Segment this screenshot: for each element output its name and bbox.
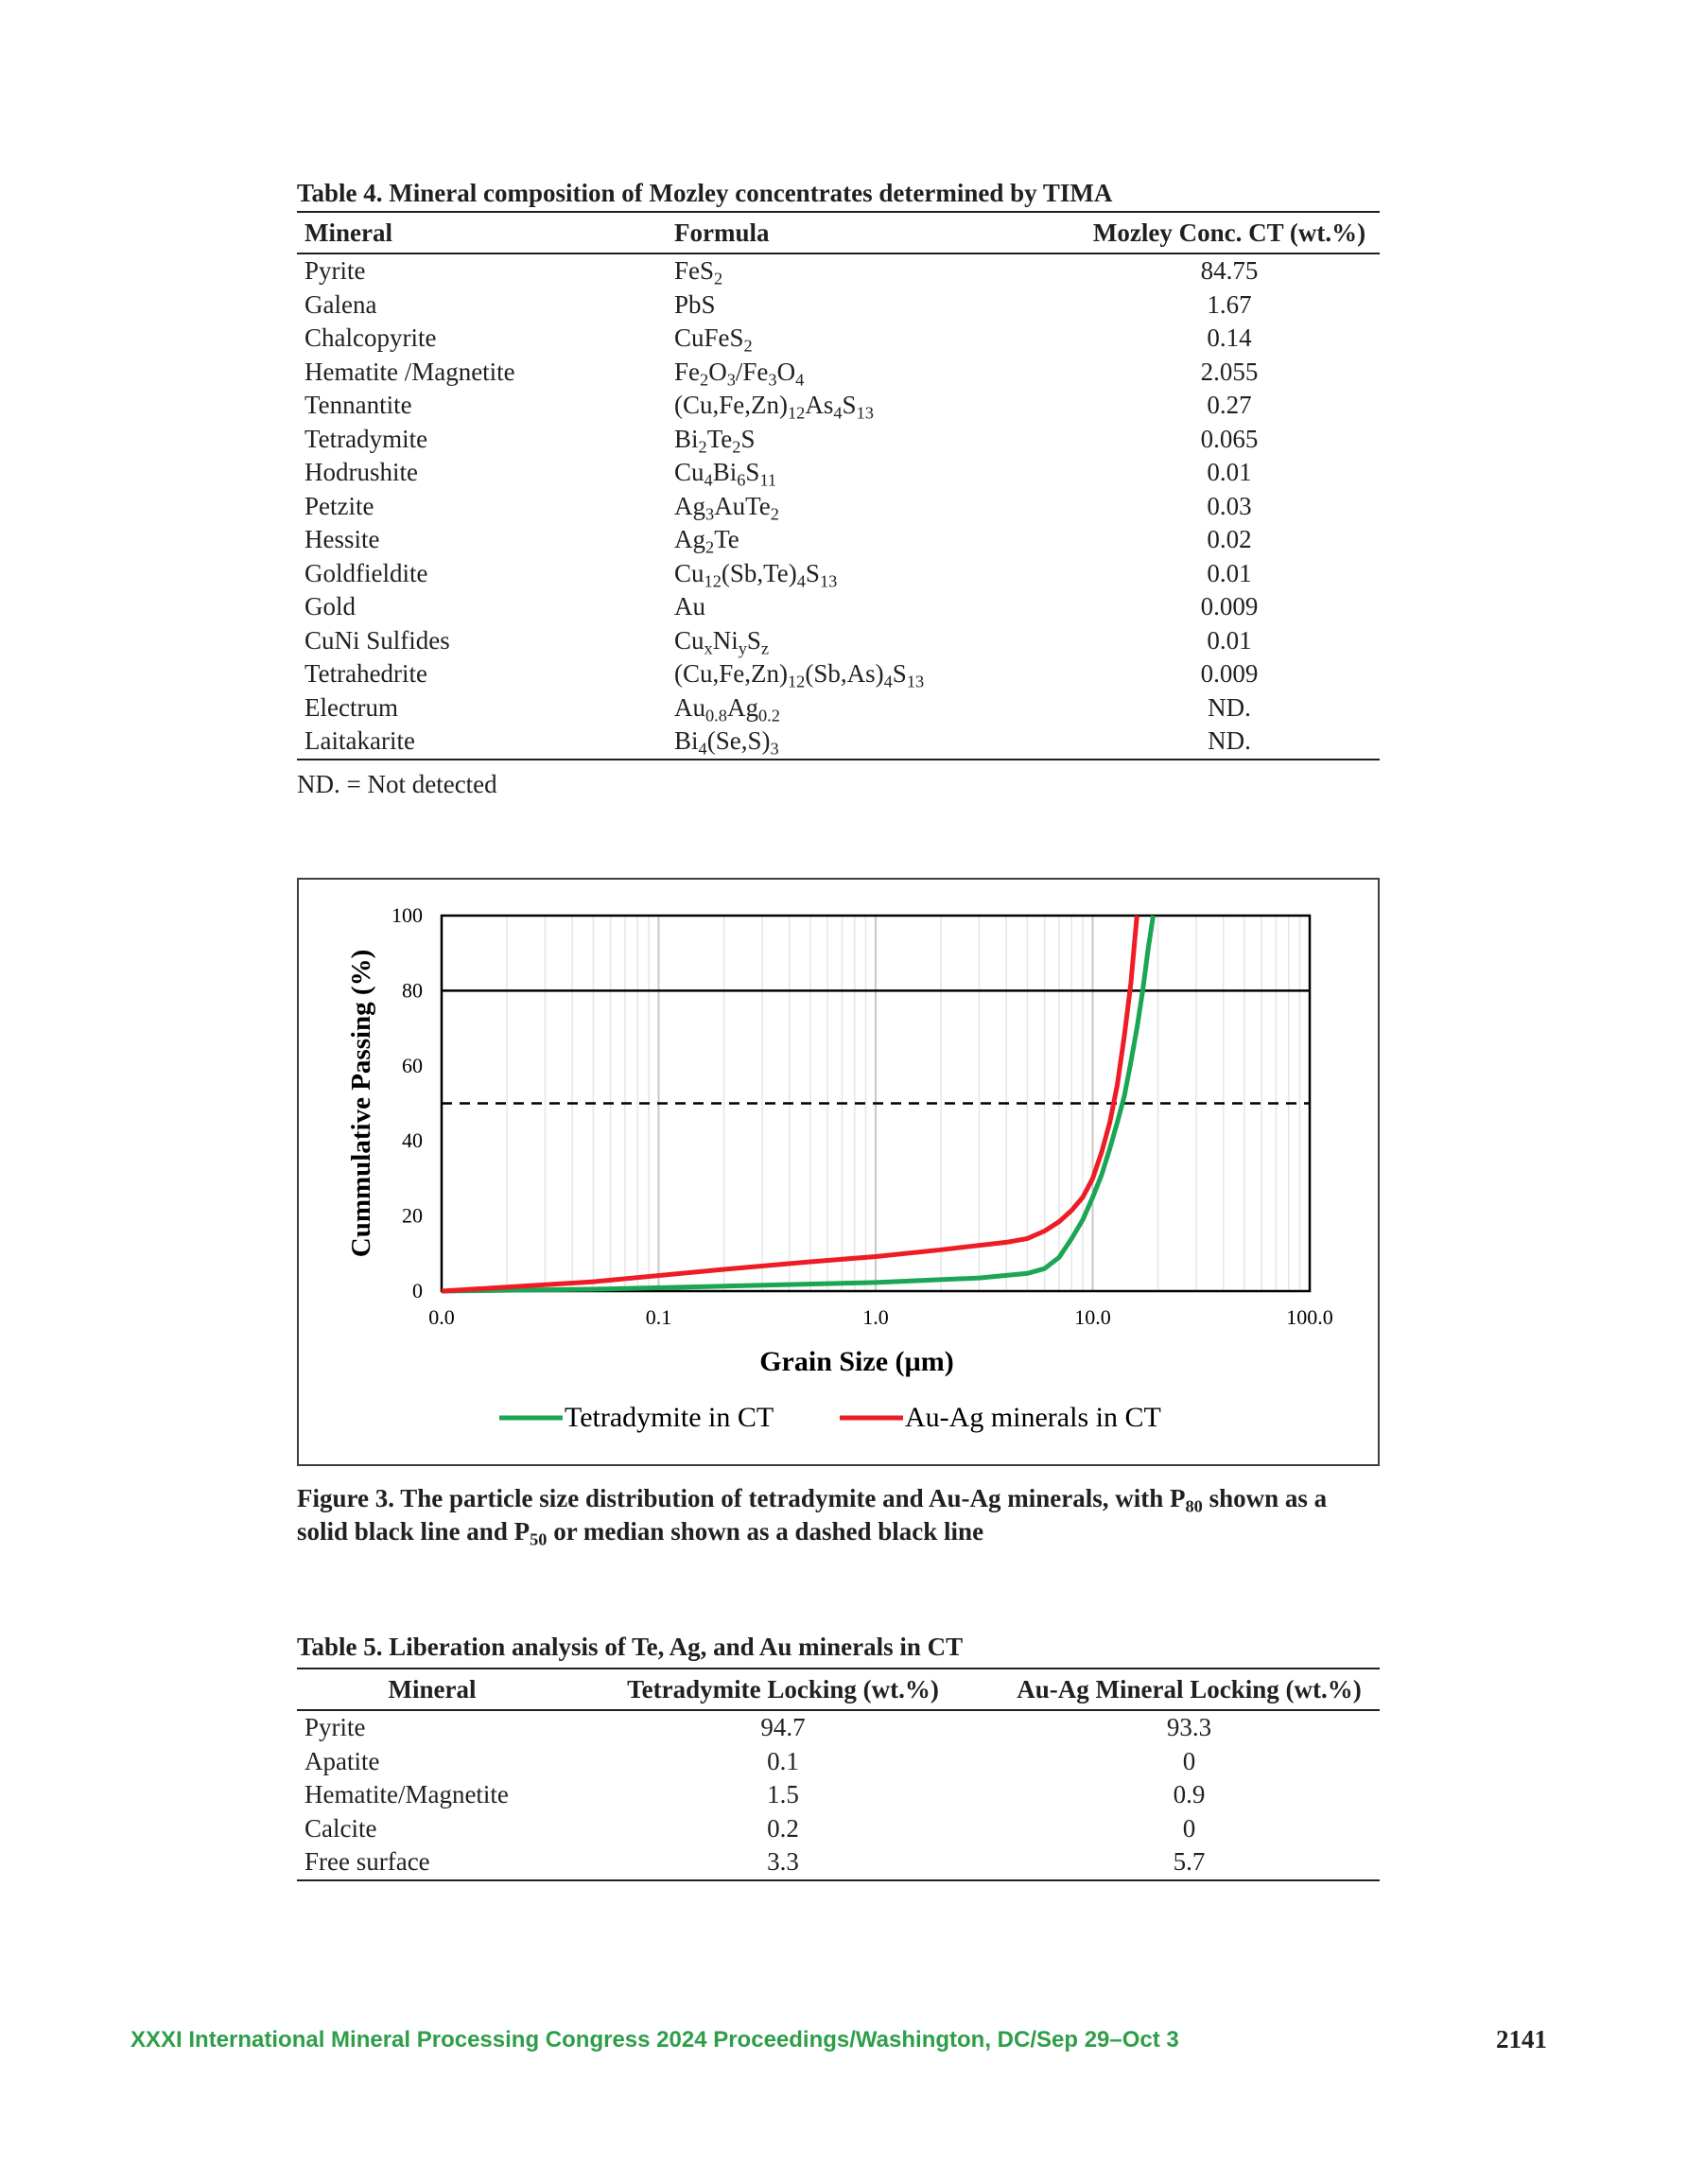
value-cell: 0.2 <box>767 1813 799 1843</box>
formula-cell: $Ag_3AuTe_2$ <box>674 491 779 523</box>
table-row <box>297 253 1380 288</box>
mineral-cell: Goldfieldite <box>304 558 428 587</box>
value-cell: 0.009 <box>1200 592 1259 620</box>
value-cell: 0.1 <box>767 1746 799 1775</box>
table4-header-formula: Formula <box>674 218 770 247</box>
page-number: 2141 <box>1496 2025 1547 2053</box>
mineral-cell: Galena <box>304 289 377 319</box>
table5-header-auag: Au-Ag Mineral Locking (wt.%) <box>1017 1674 1362 1704</box>
mineral-cell: Apatite <box>304 1746 380 1775</box>
mineral-cell: Hematite/Magnetite <box>304 1780 509 1808</box>
table-row <box>297 725 1380 760</box>
table5 <box>297 1668 1380 1881</box>
x-tick-label: 1.0 <box>862 1305 889 1329</box>
mineral-cell: Pyrite <box>304 256 366 285</box>
formula-cell: Au <box>674 592 705 620</box>
table-row <box>297 423 1380 457</box>
mineral-cell: Chalcopyrite <box>304 323 437 352</box>
value-cell: 0.009 <box>1200 659 1259 688</box>
value-cell: 2.055 <box>1200 357 1259 386</box>
table4-header-mineral: Mineral <box>304 218 392 247</box>
value-cell: 0.14 <box>1207 323 1252 352</box>
x-tick-label: 10.0 <box>1074 1305 1111 1329</box>
table-row <box>297 1778 1380 1812</box>
formula-cell: $Cu_xNi_yS_z$ <box>674 625 770 657</box>
formula-cell: $Bi_2Te_2S$ <box>674 424 756 456</box>
mineral-cell: Pyrite <box>304 1713 366 1741</box>
legend-label: Tetradymite in CT <box>565 1402 774 1433</box>
value-cell: 0 <box>1182 1813 1196 1843</box>
table-row <box>297 523 1380 557</box>
value-cell: 1.67 <box>1207 289 1252 319</box>
y-tick-label: 0 <box>412 1279 423 1302</box>
table5-header-tetradymite: Tetradymite Locking (wt.%) <box>627 1674 939 1704</box>
formula-cell: $(Cu,Fe,Zn)_{12}As_4S_{13}$ <box>674 391 874 423</box>
mineral-cell: Hessite <box>304 525 380 553</box>
value-cell: 3.3 <box>767 1847 799 1876</box>
y-tick-label: 100 <box>391 903 423 927</box>
formula-cell: $(Cu,Fe,Zn)_{12}(Sb,As)_4S_{13}$ <box>674 659 925 691</box>
mineral-cell: Electrum <box>304 692 398 722</box>
table4-section <box>297 175 1380 799</box>
mineral-cell: Hodrushite <box>304 458 418 486</box>
mineral-cell: Free surface <box>304 1847 430 1876</box>
formula-cell: $Au_{0.8}Ag_{0.2}$ <box>674 692 780 725</box>
figure3-caption-block <box>297 1482 1380 1548</box>
x-tick-label: 0.0 <box>428 1305 455 1329</box>
y-axis-title: Cummulative Passing (%) <box>346 949 376 1258</box>
table-row <box>297 557 1380 591</box>
table4-note: ND. = Not detected <box>297 769 497 798</box>
value-cell: 0 <box>1182 1746 1196 1775</box>
y-tick-label: 40 <box>402 1128 423 1153</box>
formula-cell: $Cu_{12}(Sb,Te)_4S_{13}$ <box>674 558 838 590</box>
table4-header-value: Mozley Conc. CT (wt.%) <box>1092 218 1366 247</box>
value-cell: 0.01 <box>1207 458 1252 486</box>
table-row <box>297 691 1380 725</box>
mineral-cell: Petzite <box>304 491 374 520</box>
formula-cell: $Ag_2Te$ <box>674 525 739 557</box>
formula-cell: FeS$_2$ <box>674 256 723 288</box>
value-cell: 0.01 <box>1207 625 1252 655</box>
value-cell: 0.065 <box>1200 424 1259 453</box>
table-row <box>297 624 1380 658</box>
y-tick-label: 20 <box>402 1203 423 1228</box>
mineral-cell: Tetrahedrite <box>304 659 428 688</box>
figure3-caption: Figure 3. The particle size distribution of tetradymite and Au-Ag minerals, with $P_{80}$ shown as a solid black line and $P_{50}$ or median shown as a dashed black line <box>297 1484 1328 1549</box>
mineral-cell: CuNi Sulfides <box>304 625 450 655</box>
table-row <box>297 490 1380 524</box>
value-cell: ND. <box>1208 726 1251 755</box>
y-tick-label: 80 <box>402 978 423 1003</box>
y-tick-label: 60 <box>402 1053 423 1077</box>
chart-svg <box>299 880 1378 1464</box>
value-cell: 1.5 <box>767 1780 799 1808</box>
value-cell: 0.03 <box>1207 491 1252 520</box>
value-cell: 0.9 <box>1173 1780 1206 1808</box>
x-tick-label: 0.1 <box>645 1305 672 1329</box>
table-row <box>297 288 1380 323</box>
table-row <box>297 1710 1380 1745</box>
table-row <box>297 1845 1380 1880</box>
value-cell: 5.7 <box>1173 1847 1206 1876</box>
x-axis-title: Grain Size (µm) <box>759 1346 954 1377</box>
table4-caption: Table 4. Mineral composition of Mozley concentrates determined by TIMA <box>297 179 1113 207</box>
mineral-cell: Hematite /Magnetite <box>304 357 515 386</box>
value-cell: 0.01 <box>1207 558 1252 587</box>
formula-cell: $Bi_4(Se,S)_3$ <box>674 726 779 759</box>
footer-text: XXXI International Mineral Processing Congress 2024 Proceedings/Washington, DC/Sep 29–Oct 3 <box>130 2027 1179 2053</box>
mineral-cell: Laitakarite <box>304 726 415 755</box>
table-row <box>297 322 1380 356</box>
value-cell: 84.75 <box>1200 256 1259 285</box>
value-cell: 0.27 <box>1207 391 1252 419</box>
formula-cell: $Fe_2O_3/Fe_3O_4$ <box>674 357 805 389</box>
mineral-cell: Tennantite <box>304 391 412 419</box>
formula-cell: PbS <box>674 289 716 319</box>
table5-caption: Table 5. Liberation analysis of Te, Ag, and Au minerals in CT <box>297 1633 964 1661</box>
table-row <box>297 1812 1380 1846</box>
table-row <box>297 356 1380 390</box>
legend-label: Au-Ag minerals in CT <box>905 1402 1161 1433</box>
mineral-cell: Gold <box>304 592 356 620</box>
table5-header-mineral: Mineral <box>388 1674 477 1704</box>
table-row <box>297 1745 1380 1779</box>
table-row <box>297 389 1380 423</box>
table-row <box>297 590 1380 624</box>
x-tick-label: 100.0 <box>1286 1305 1333 1329</box>
table4 <box>297 211 1380 760</box>
value-cell: ND. <box>1208 692 1251 722</box>
value-cell: 0.02 <box>1207 525 1252 553</box>
formula-cell: $Cu_4Bi_6S_{11}$ <box>674 458 777 490</box>
series-line-tetradymite <box>442 916 1154 1291</box>
mineral-cell: Calcite <box>304 1813 377 1843</box>
table5-section <box>297 1626 1380 1881</box>
value-cell: 94.7 <box>760 1713 806 1741</box>
mineral-cell: Tetradymite <box>304 424 428 453</box>
table-row <box>297 456 1380 490</box>
value-cell: 93.3 <box>1166 1713 1212 1741</box>
table-row <box>297 657 1380 691</box>
formula-cell: CuFeS$_2$ <box>674 323 753 356</box>
figure3-chart <box>297 878 1380 1466</box>
